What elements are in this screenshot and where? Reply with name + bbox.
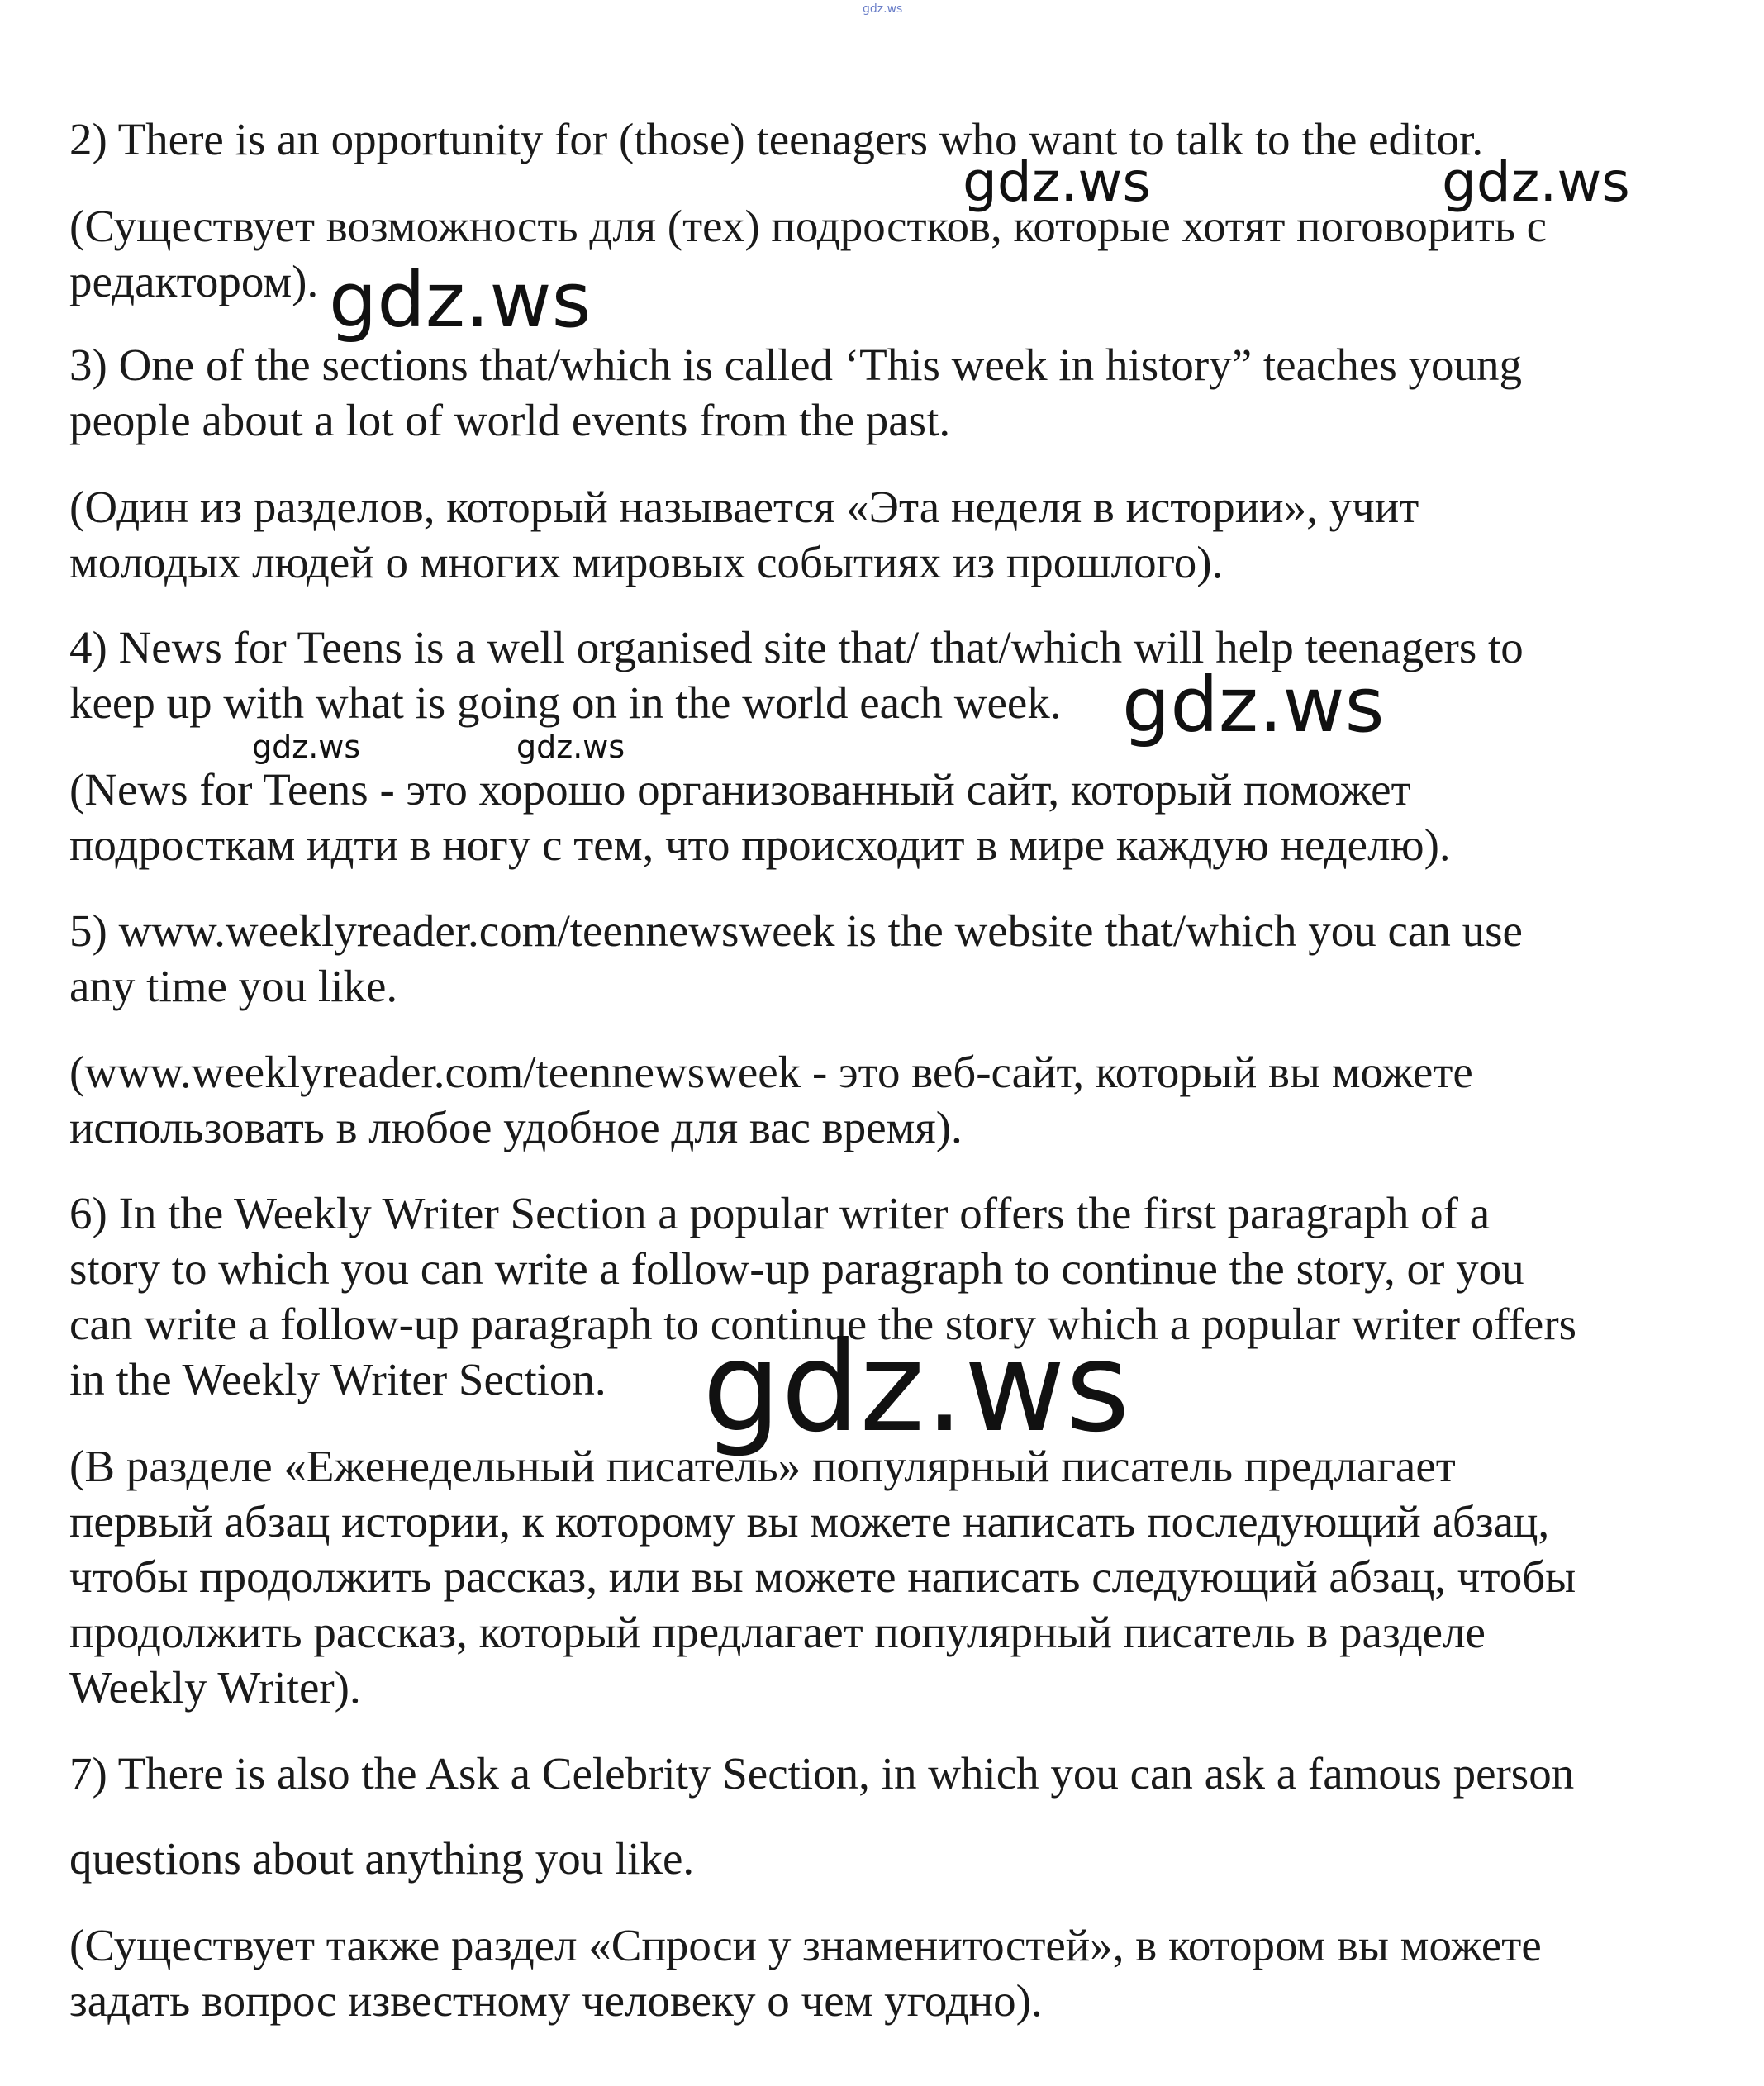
watermark: gdz.ws — [702, 1316, 1130, 1460]
watermark-top: gdz.ws — [863, 2, 903, 16]
watermark: gdz.ws — [329, 256, 592, 344]
text-line: 6) In the Weekly Writer Section a popular writer offers the first paragraph of a — [69, 1188, 1491, 1238]
text-line: 4) News for Teens is a well organised site that/ that/which will help teenagers to — [69, 622, 1524, 672]
text-line: задать вопрос известному человеку о чем угодно). — [69, 1975, 1043, 2026]
paragraph-3-english — [69, 337, 1722, 448]
watermark: gdz.ws — [252, 729, 361, 765]
text-line: questions about anything you like. — [69, 1833, 695, 1884]
watermark: gdz.ws — [516, 729, 625, 765]
text-line: редактором). — [69, 256, 319, 306]
watermark: gdz.ws — [963, 150, 1151, 214]
text-line: story to which you can write a follow-up paragraph to continue the story, or you — [69, 1243, 1524, 1294]
paragraph-7-english-continued — [69, 1831, 1722, 1886]
paragraph-6-russian — [69, 1438, 1722, 1715]
text-line: молодых людей о многих мировых событиях из прошлого). — [69, 537, 1224, 587]
text-line: первый абзац истории, к которому вы можете написать последующий абзац, — [69, 1496, 1550, 1547]
watermark: gdz.ws — [1442, 150, 1630, 214]
text-line: any time you like. — [69, 961, 398, 1011]
text-line: (Существует возможность для (тех) подростков, которые хотят поговорить с — [69, 201, 1548, 251]
text-line: can write a follow-up paragraph to continue the story which a popular writer offers — [69, 1299, 1577, 1349]
paragraph-3-russian — [69, 479, 1722, 590]
text-line: (В разделе «Еженедельный писатель» популярный писатель предлагает — [69, 1441, 1456, 1491]
watermark: gdz.ws — [1122, 661, 1385, 749]
text-line: 5) www.weeklyreader.com/teennewsweek is the website that/which you can use — [69, 905, 1523, 956]
text-line: keep up with what is going on in the world each week. — [69, 677, 1062, 728]
text-line: (Один из разделов, который называется «Эта неделя в истории», учит — [69, 482, 1419, 532]
text-line: (News for Teens - это хорошо организованный сайт, который поможет — [69, 764, 1411, 815]
text-line: подросткам идти в ногу с тем, что происходит в мире каждую неделю). — [69, 820, 1451, 870]
text-line: 2) There is an opportunity for (those) teenagers who want to talk to the editor. — [69, 114, 1484, 164]
text-line: чтобы продолжить рассказ, или вы можете написать следующий абзац, чтобы — [69, 1551, 1576, 1602]
text-line: Weekly Writer). — [69, 1662, 361, 1713]
paragraph-4-english — [69, 620, 1722, 730]
text-line: 7) There is also the Ask a Celebrity Section, in which you can ask a famous person — [69, 1748, 1575, 1799]
paragraph-4-russian — [69, 762, 1722, 872]
paragraph-2-russian — [69, 198, 1722, 309]
text-line: (Существует также раздел «Спроси у знаменитостей», в котором вы можете — [69, 1920, 1542, 1970]
text-line: использовать в любое удобное для вас время). — [69, 1102, 963, 1152]
paragraph-5-english — [69, 903, 1722, 1014]
text-line: people about a lot of world events from the past. — [69, 395, 951, 445]
text-line: продолжить рассказ, который предлагает популярный писатель в разделе — [69, 1607, 1486, 1657]
text-line: (www.weeklyreader.com/teennewsweek - это веб-сайт, который вы можете — [69, 1047, 1473, 1097]
paragraph-5-russian — [69, 1044, 1722, 1155]
text-line: 3) One of the sections that/which is called ‘This week in history” teaches young — [69, 340, 1522, 390]
text-line: in the Weekly Writer Section. — [69, 1354, 606, 1404]
paragraph-7-english — [69, 1746, 1722, 1801]
paragraph-7-russian — [69, 1917, 1722, 2028]
